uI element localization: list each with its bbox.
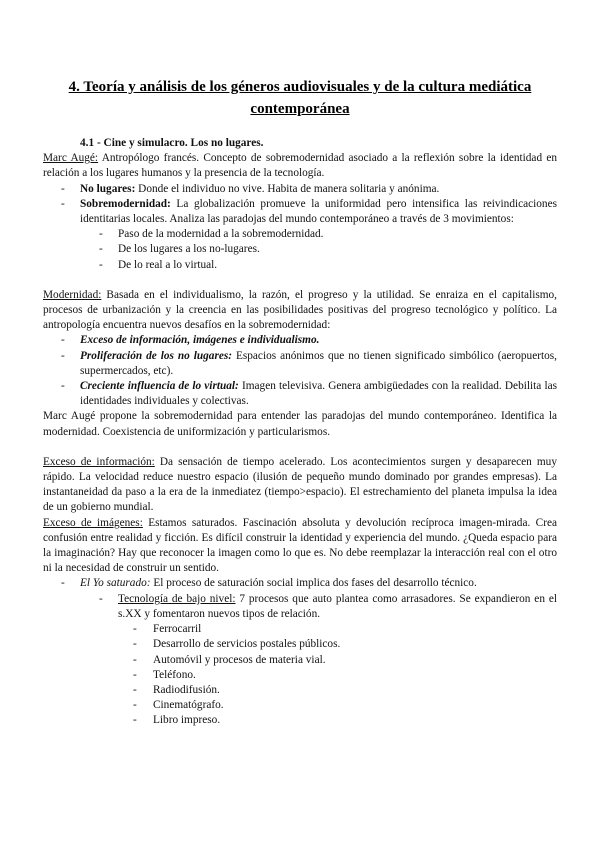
list-item [43,197,557,227]
list-term: Creciente influencia de lo virtual: [80,380,239,393]
list-text: Espacios anónimos que no tienen significado simbólico (aeropuertos, supermercados, etc). [80,349,557,377]
list-item [43,653,557,668]
bullet-dash: - [133,699,137,712]
document-body [43,136,557,729]
list-term: El Yo saturado: [80,577,151,590]
bullet-dash: - [133,683,137,696]
auge-intro [43,151,557,181]
bullet-dash: - [61,349,65,362]
bullet-dash: - [133,638,137,651]
section-subtitle: 4.1 - Cine y simulacro. Los no lugares. [80,137,264,149]
list-text: Radiodifusión. [153,683,220,696]
bullet-dash: - [133,623,137,636]
list-text: Ferrocarril [153,623,202,636]
modernidad-text: Basada en el individualismo, la razón, el progreso y la utilidad. Se enraiza en el capitalismo, procesos de urbanización y la creencia en las posibilidades positivas del progreso tecnológico y político. La antropología encuentra nuevos desafíos en la sobremodernidad: [43,288,557,332]
auge-text: Antropólogo francés. Concepto de sobremodernidad asociado a la reflexión sobre la identidad en relación a los lugares humanos y la presencia de la tecnología. [43,152,557,180]
list-text: Desarrollo de servicios postales públicos. [153,638,341,651]
bullet-dash: - [133,714,137,727]
list-text: Paso de la modernidad a la sobremodernidad. [118,228,324,241]
bullet-dash: - [99,592,103,605]
modernidad-paragraph [43,288,557,334]
spacer [43,440,557,455]
bullet-dash: - [99,258,103,271]
auge-name: Marc Augé: [43,152,99,165]
bullet-dash: - [133,653,137,666]
exceso-imagenes-paragraph [43,516,557,577]
bullet-dash: - [99,243,103,256]
list-item [43,698,557,713]
list-term: Sobremodernidad: [80,197,171,210]
list-item [43,683,557,698]
list-text: Libro impreso. [153,714,221,727]
list-item [43,637,557,652]
list-item [43,622,557,637]
list-item [43,379,557,409]
list-text: El proceso de saturación social implica dos fases del desarrollo técnico. [150,577,477,590]
bullet-dash: - [61,380,65,393]
list-item [43,668,557,683]
modernidad-label: Modernidad: [43,288,102,301]
exceso-informacion-text: Da sensación de tiempo acelerado. Los acontecimientos surgen y desaparecen muy rápido. La velocidad reduce nuestro espacio (ilusión de pequeño mundo dominado por grandes empresas). La instantaneidad da paso a la era de la inmediatez (tiempo>espacio). El estrechamiento del planeta impulsa la idea de un gobierno mundial. [43,455,557,514]
list-item [43,182,557,197]
bullet-dash: - [99,228,103,241]
modernidad-closing: Marc Augé propone la sobremodernidad para entender las paradojas del mundo contemporáneo. Identifica la modernidad. Coexistencia de uniformización y particularismos. [43,410,557,438]
list-text: Automóvil y procesos de materia vial. [153,653,326,666]
bullet-dash: - [61,334,65,347]
list-text: Teléfono. [153,668,196,681]
list-text: Imagen televisiva. Genera ambigüedades con la realidad. Debilita las identidades individuales y colectivas. [80,380,557,408]
exceso-informacion-label: Exceso de información: [43,455,155,468]
list-text: De los lugares a los no-lugares. [118,243,260,256]
list-item [43,592,557,622]
exceso-imagenes-text: Estamos saturados. Fascinación absoluta y devolución recíproca imagen-mirada. Crea confusión entre realidad y ficción. Es difícil construir la identidad y experiencia del mundo. ¿Queda espacio para la imaginación? Hay que reconocer la imagen como lo que es. No debe reemplazar la interacción real con el otro ni la necesidad de construir un sentido. [43,516,557,575]
bullet-dash: - [61,197,65,210]
list-item [43,713,557,728]
list-item [43,227,557,242]
exceso-informacion-paragraph [43,455,557,516]
list-item [43,349,557,379]
list-text: Donde el individuo no vive. Habita de manera solitaria y anónima. [135,182,440,195]
list-item [43,576,557,591]
list-term: Tecnología de bajo nivel: [118,592,236,605]
bullet-dash: - [61,182,65,195]
list-term: No lugares: [80,182,136,195]
page-title: 4. Teoría y análisis de los géneros audiovisuales y de la cultura mediática contemporánea [68,79,532,117]
list-item [43,333,557,348]
list-text: La globalización promueve la uniformidad pero intensifica las reivindicaciones identitarias locales. Analiza las paradojas del mundo contemporáneo a través de 3 movimientos: [80,197,557,226]
list-text: 7 procesos que auto plantea como arrasadores. Se expandieron en el s.XX y fomentaron nuevos tipos de relación. [118,592,557,620]
list-text: Cinematógrafo. [153,699,224,712]
list-item [43,242,557,257]
bullet-dash: - [133,668,137,681]
exceso-imagenes-label: Exceso de imágenes: [43,516,143,529]
list-term: Proliferación de los no lugares: [80,349,233,362]
list-item [43,258,557,273]
spacer [43,273,557,288]
list-text: De lo real a lo virtual. [118,258,218,271]
list-term: Exceso de información, imágenes e individualismo. [80,334,320,347]
bullet-dash: - [61,577,65,590]
